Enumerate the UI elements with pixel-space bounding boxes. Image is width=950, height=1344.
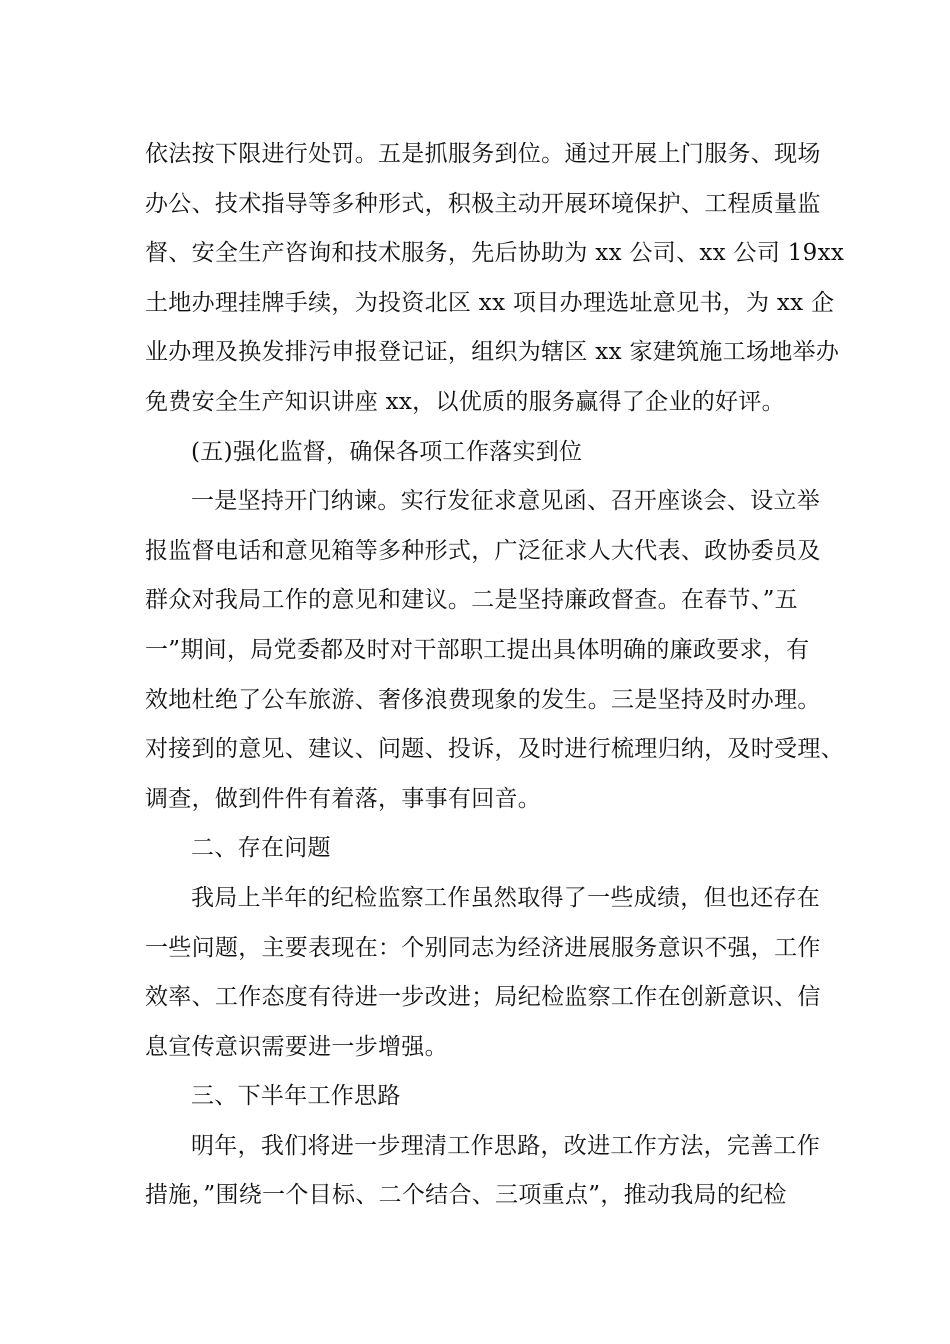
body-line: 督、安全生产咨询和技术服务，先后协助为 xx 公司、xx 公司 19xx bbox=[145, 240, 845, 267]
paragraph-first-line: 我局上半年的纪检监察工作虽然取得了一些成绩，但也还存在 bbox=[191, 884, 821, 911]
body-line: 效地杜绝了公车旅游、奢侈浪费现象的发生。三是坚持及时办理。 bbox=[145, 686, 821, 713]
paragraph-first-line: 一是坚持开门纳谏。实行发征求意见函、召开座谈会、设立举 bbox=[191, 488, 821, 515]
document-body bbox=[145, 130, 845, 1221]
body-line: 对接到的意见、建议、问题、投诉，及时进行梳理归纳，及时受理、 bbox=[145, 736, 844, 763]
body-line: 土地办理挂牌手续，为投资北区 xx 项目办理选址意见书，为 xx 企 bbox=[145, 289, 835, 316]
section-heading: 二、存在问题 bbox=[191, 835, 331, 862]
body-line: 群众对我局工作的意见和建议。二是坚持廉政督查。在春节、”五 bbox=[145, 587, 798, 614]
body-line: 一”期间，局党委都及时对干部职工提出具体明确的廉政要求，有 bbox=[145, 636, 810, 663]
body-line: 依法按下限进行处罚。五是抓服务到位。通过开展上门服务、现场 bbox=[145, 141, 821, 167]
body-line: 措施，”围绕一个目标、二个结合、三项重点”，推动我局的纪检 bbox=[145, 1182, 787, 1209]
body-line: 报监督电话和意见箱等多种形式，广泛征求人大代表、政协委员及 bbox=[145, 537, 821, 564]
body-line: 效率、工作态度有待进一步改进；局纪检监察工作在创新意识、信 bbox=[145, 984, 821, 1011]
section-heading: 三、下半年工作思路 bbox=[191, 1083, 401, 1110]
body-line: 免费安全生产知识讲座 xx，以优质的服务赢得了企业的好评。 bbox=[145, 388, 785, 415]
body-line: 调查，做到件件有着落，事事有回音。 bbox=[145, 785, 542, 812]
body-line: 业办理及换发排污申报登记证，组织为辖区 xx 家建筑施工场地举办 bbox=[145, 339, 840, 366]
paragraph-first-line: 明年，我们将进一步理清工作思路，改进工作方法，完善工作 bbox=[191, 1132, 821, 1159]
body-line: 办公、技术指导等多种形式，积极主动开展环境保护、工程质量监 bbox=[145, 190, 821, 217]
section-heading: (五)强化监督，确保各项工作落实到位 bbox=[191, 438, 583, 465]
body-line: 一些问题，主要表现在：个别同志为经济进展服务意识不强，工作 bbox=[145, 934, 821, 961]
body-line: 息宣传意识需要进一步增强。 bbox=[145, 1033, 448, 1060]
